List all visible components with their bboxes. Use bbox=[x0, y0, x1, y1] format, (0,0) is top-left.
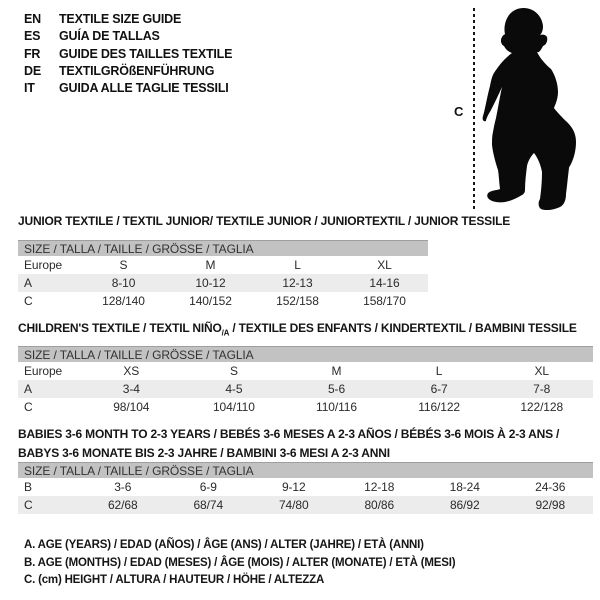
size-cell: S bbox=[119, 258, 128, 272]
size-cell: L bbox=[294, 258, 301, 272]
language-code: ES bbox=[24, 29, 41, 44]
language-label: TEXTILE SIZE GUIDE bbox=[59, 12, 182, 26]
table-row-height bbox=[18, 398, 593, 416]
table-row-europe bbox=[18, 362, 593, 380]
table-row-height bbox=[18, 496, 593, 514]
language-label: GUÍA DE TALLAS bbox=[59, 29, 160, 44]
size-cell: 74/80 bbox=[278, 498, 309, 512]
size-cell: M bbox=[331, 364, 342, 378]
size-cell: 14-16 bbox=[369, 276, 400, 290]
babies-title-line1: BABIES 3-6 MONTH TO 2-3 YEARS / BEBÉS 3-6 MESES A 2-3 AÑOS / BÉBÉS 3-6 MOIS À 2-3 ANS / bbox=[18, 427, 560, 441]
row-label: B bbox=[24, 480, 32, 494]
language-code: DE bbox=[24, 63, 41, 78]
size-cell: 8-10 bbox=[111, 276, 136, 290]
language-code: EN bbox=[24, 12, 41, 26]
size-cell: 98/104 bbox=[113, 400, 150, 414]
size-cell: 86/92 bbox=[449, 498, 480, 512]
size-cell: 18-24 bbox=[449, 480, 480, 494]
size-cell: 6-9 bbox=[199, 480, 217, 494]
language-label: GUIDE DES TAILLES TEXTILE bbox=[59, 46, 233, 61]
footnotes bbox=[24, 537, 455, 590]
language-code: IT bbox=[24, 81, 35, 96]
language-row-it bbox=[24, 80, 232, 97]
language-row-de bbox=[24, 63, 232, 80]
size-cell: 62/68 bbox=[107, 498, 138, 512]
size-cell: 122/128 bbox=[520, 400, 564, 414]
size-cell: 158/170 bbox=[363, 294, 406, 308]
size-cell: M bbox=[205, 258, 216, 272]
footnote-b: B. AGE (MONTHS) / EDAD (MESES) / ÂGE (MOIS) / ALTER (MONATE) / ETÀ (MESI) bbox=[24, 556, 456, 569]
size-cell: 10-12 bbox=[195, 276, 226, 290]
size-cell: 80/86 bbox=[364, 498, 395, 512]
size-cell: 3-4 bbox=[122, 382, 140, 396]
size-header-label: SIZE / TALLA / TAILLE / GRÖSSE / TAGLIA bbox=[24, 347, 254, 362]
language-label: TEXTILGRÖßENFÜHRUNG bbox=[59, 63, 215, 78]
children-size-table bbox=[18, 346, 593, 416]
table-row-age bbox=[18, 274, 428, 292]
table-row-age-months bbox=[18, 478, 593, 496]
row-label: A bbox=[24, 382, 32, 396]
size-cell: 6-7 bbox=[430, 382, 448, 396]
size-cell: 152/158 bbox=[276, 294, 319, 308]
size-header-bar bbox=[18, 240, 428, 256]
size-cell: 4-5 bbox=[225, 382, 243, 396]
babies-title-line2: BABYS 3-6 MONATE BIS 2-3 JAHRE / BAMBINI 3-6 MESI A 2-3 ANNI bbox=[18, 446, 390, 460]
size-cell: 92/98 bbox=[535, 498, 566, 512]
toddler-silhouette-icon bbox=[482, 2, 598, 214]
height-marker-label: C bbox=[454, 104, 464, 119]
size-cell: 3-6 bbox=[114, 480, 132, 494]
row-label: C bbox=[24, 400, 33, 414]
language-label: GUIDA ALLE TAGLIE TESSILI bbox=[59, 81, 229, 96]
language-list bbox=[24, 11, 232, 97]
language-row-es bbox=[24, 28, 232, 45]
size-cell: 9-12 bbox=[281, 480, 306, 494]
size-cell: L bbox=[435, 364, 443, 378]
junior-size-table bbox=[18, 240, 428, 310]
babies-table-title bbox=[18, 425, 559, 463]
table-row-height bbox=[18, 292, 428, 310]
size-header-label: SIZE / TALLA / TAILLE / GRÖSSE / TAGLIA bbox=[24, 463, 254, 478]
size-cell: S bbox=[229, 364, 238, 378]
children-title-sub: /A bbox=[221, 328, 230, 338]
size-header-bar bbox=[18, 462, 593, 478]
junior-table-title: JUNIOR TEXTILE / TEXTIL JUNIOR/ TEXTILE JUNIOR / JUNIORTEXTIL / JUNIOR TESSILE bbox=[18, 214, 511, 228]
size-cell: 140/152 bbox=[189, 294, 232, 308]
size-cell: 12-13 bbox=[282, 276, 313, 290]
table-row-age bbox=[18, 380, 593, 398]
size-header-label: SIZE / TALLA / TAILLE / GRÖSSE / TAGLIA bbox=[24, 241, 254, 256]
size-cell: 12-18 bbox=[364, 480, 395, 494]
size-cell: 24-36 bbox=[535, 480, 566, 494]
row-label: C bbox=[24, 294, 33, 308]
row-label: A bbox=[24, 276, 32, 290]
size-header-bar bbox=[18, 346, 593, 362]
language-code: FR bbox=[24, 46, 41, 61]
children-table-title bbox=[18, 321, 577, 337]
children-title-pre: CHILDREN'S TEXTILE / TEXTIL NIÑO bbox=[18, 321, 222, 335]
size-cell: 104/110 bbox=[212, 400, 255, 414]
children-title-post: / TEXTILE DES ENFANTS / KINDERTEXTIL / BAMBINI TESSILE bbox=[229, 321, 577, 335]
size-cell: 110/116 bbox=[316, 400, 357, 414]
height-figure bbox=[448, 0, 600, 215]
row-label: C bbox=[24, 498, 33, 512]
size-cell: 68/74 bbox=[193, 498, 224, 512]
table-row-europe bbox=[18, 256, 428, 274]
size-cell: XL bbox=[377, 258, 392, 272]
size-cell: XL bbox=[534, 364, 549, 378]
babies-size-table bbox=[18, 462, 593, 514]
footnote-c: C. (cm) HEIGHT / ALTURA / HAUTEUR / HÖHE / ALTEZZA bbox=[24, 574, 325, 586]
height-dashed-line bbox=[473, 8, 475, 210]
row-label: Europe bbox=[24, 364, 63, 378]
row-label: Europe bbox=[24, 258, 63, 272]
language-row-en bbox=[24, 11, 232, 28]
language-row-fr bbox=[24, 46, 232, 63]
size-cell: 128/140 bbox=[102, 294, 145, 308]
size-cell: 116/122 bbox=[418, 400, 460, 414]
size-cell: 7-8 bbox=[533, 382, 551, 396]
size-cell: XS bbox=[123, 364, 140, 378]
size-cell: 5-6 bbox=[327, 382, 346, 396]
footnote-a: A. AGE (YEARS) / EDAD (AÑOS) / ÂGE (ANS) / ALTER (JAHRE) / ETÀ (ANNI) bbox=[24, 539, 424, 551]
